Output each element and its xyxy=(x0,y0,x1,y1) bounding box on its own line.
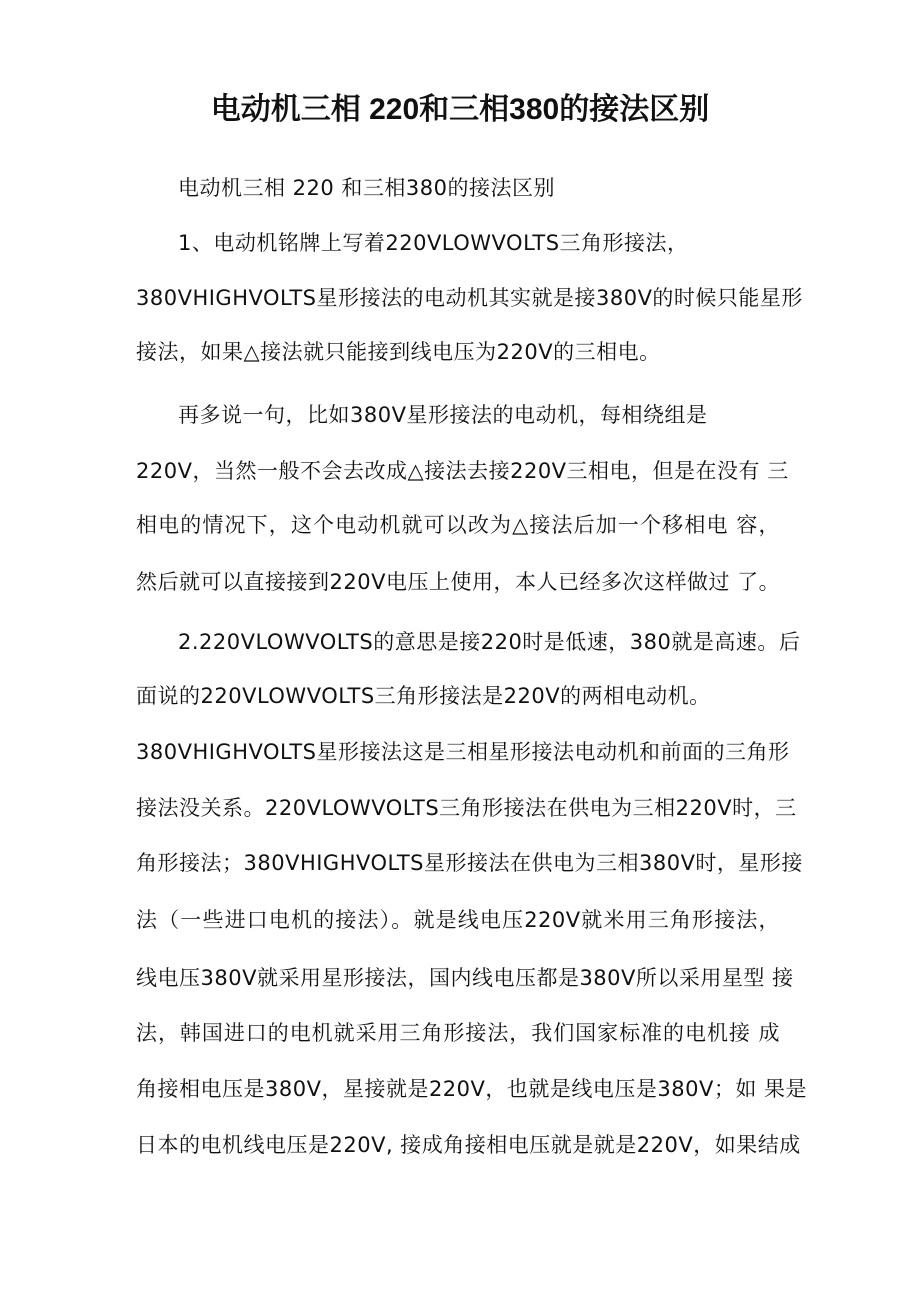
paragraph-line: 角接相电压是380V，星接就是220V，也就是线电压是380V；如 果是 xyxy=(136,1077,808,1101)
paragraph-line: 线电压380V就采用星形接法，国内线电压都是380V所以采用星型 接 xyxy=(136,966,794,990)
paragraph-line: 1、电动机铭牌上写着220VLOWVOLTS三角形接法， xyxy=(178,231,689,255)
paragraph-line-subtitle: 电动机三相 220 和三相380的接法区别 xyxy=(178,176,556,200)
paragraph-line: 日本的电机线电压是220V, 接成角接相电压就是就是220V，如果结成 xyxy=(136,1133,801,1157)
paragraph-line: 然后就可以直接接到220V电压上使用，本人已经多次这样做过 了。 xyxy=(136,570,781,594)
paragraph-line: 法（一些进口电机的接法）。就是线电压220V就米用三角形接法， xyxy=(136,908,780,932)
paragraph-line: 接法，如果△接法就只能接到线电压为220V的三相电。 xyxy=(136,340,661,364)
document-title: 电动机三相 220和三相380的接法区别 xyxy=(210,93,710,126)
paragraph-line: 再多说一句，比如380V星形接法的电动机，每相绕组是 xyxy=(178,403,708,427)
paragraph-line: 380VHIGHVOLTS星形接法这是三相星形接法电动机和前面的三角形 xyxy=(136,740,790,764)
paragraph-line: 相电的情况下，这个电动机就可以改为△接法后加一个移相电 容， xyxy=(136,513,780,537)
paragraph-line: 面说的220VLOWVOLTS三角形接法是220V的两相电动机。 xyxy=(136,684,711,708)
paragraph-line: 2.220VLOWVOLTS的意思是接220时是低速，380就是高速。后 xyxy=(178,630,801,654)
paragraph-line: 法，韩国进口的电机就采用三角形接法，我们国家标准的电机接 成 xyxy=(136,1021,780,1045)
paragraph-line: 接法没关系。220VLOWVOLTS三角形接法在供电为三相220V时，三 xyxy=(136,796,797,820)
paragraph-line: 380VHIGHVOLTS星形接法的电动机其实就是接380V的时候只能星形 xyxy=(136,286,803,310)
paragraph-line: 220V，当然一般不会去改成△接法去接220V三相电，但是在没有 三 xyxy=(136,459,789,483)
paragraph-line: 角形接法；380VHIGHVOLTS星形接法在供电为三相380V时，星形接 xyxy=(136,851,803,875)
